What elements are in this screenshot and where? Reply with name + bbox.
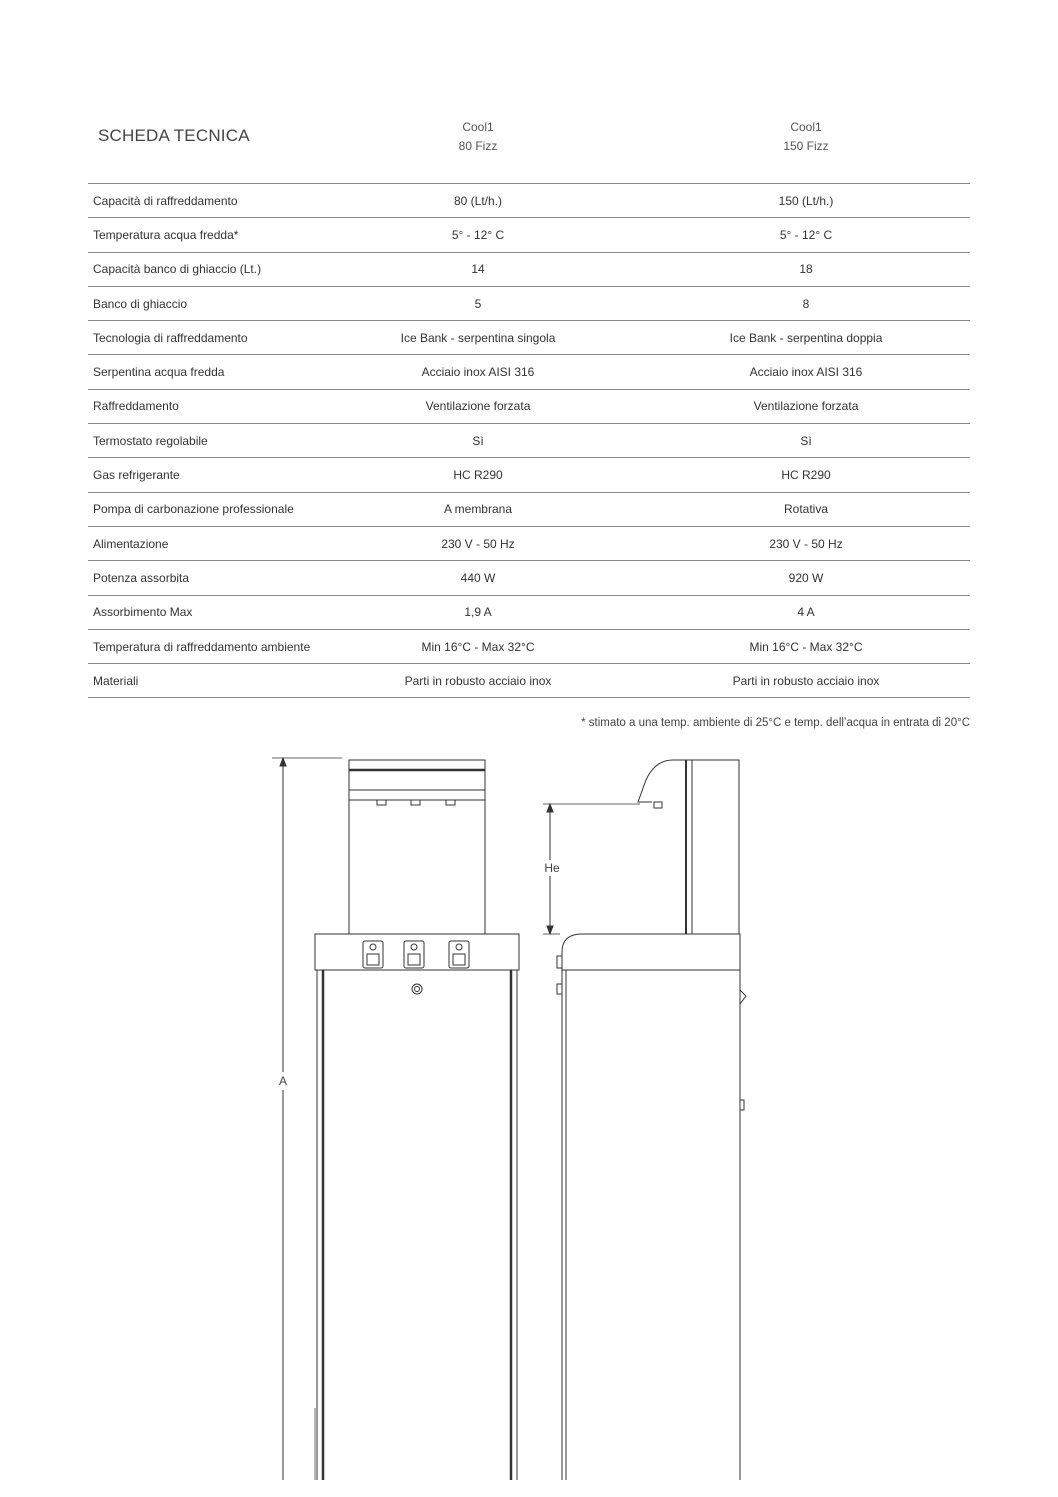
column-header-line2: 80 Fizz bbox=[458, 139, 498, 153]
spec-label: Potenza assorbita bbox=[88, 561, 378, 595]
spec-label: Materiali bbox=[88, 664, 378, 698]
spec-value-cool1-150: Sì bbox=[706, 424, 906, 458]
spec-row bbox=[88, 321, 970, 355]
spec-table bbox=[88, 183, 970, 698]
spec-row bbox=[88, 184, 970, 218]
spec-value-cool1-150: 18 bbox=[706, 252, 906, 286]
spec-value-cool1-80: 80 (Lt/h.) bbox=[378, 184, 578, 218]
dimension-lines bbox=[272, 758, 740, 1480]
spacer-cell bbox=[906, 595, 970, 629]
spacer-cell bbox=[578, 321, 706, 355]
spacer-cell bbox=[578, 286, 706, 320]
spacer-cell bbox=[578, 561, 706, 595]
spacer-cell bbox=[578, 458, 706, 492]
spec-value-cool1-150: 8 bbox=[706, 286, 906, 320]
spacer-cell bbox=[578, 252, 706, 286]
front-column bbox=[349, 800, 485, 934]
spacer-cell bbox=[906, 561, 970, 595]
spec-value-cool1-80: Acciaio inox AISI 316 bbox=[378, 355, 578, 389]
spacer-cell bbox=[906, 218, 970, 252]
spec-value-cool1-150: Ventilazione forzata bbox=[706, 389, 906, 423]
spec-value-cool1-150: 920 W bbox=[706, 561, 906, 595]
spec-row bbox=[88, 286, 970, 320]
spec-value-cool1-150: HC R290 bbox=[706, 458, 906, 492]
spec-label: Serpentina acqua fredda bbox=[88, 355, 378, 389]
dimension-label-he: He bbox=[544, 861, 560, 875]
spec-value-cool1-150: 230 V - 50 Hz bbox=[706, 526, 906, 560]
spec-row bbox=[88, 561, 970, 595]
spec-value-cool1-80: 230 V - 50 Hz bbox=[378, 526, 578, 560]
spec-value-cool1-80: Min 16°C - Max 32°C bbox=[378, 629, 578, 663]
spec-value-cool1-80: HC R290 bbox=[378, 458, 578, 492]
spec-row bbox=[88, 595, 970, 629]
spacer-cell bbox=[578, 526, 706, 560]
spacer-cell bbox=[578, 389, 706, 423]
column-header-line1: Cool1 bbox=[462, 120, 494, 134]
spec-row bbox=[88, 389, 970, 423]
spacer-cell bbox=[906, 458, 970, 492]
spec-row bbox=[88, 526, 970, 560]
spec-row bbox=[88, 629, 970, 663]
spacer-cell bbox=[906, 321, 970, 355]
spec-label: Termostato regolabile bbox=[88, 424, 378, 458]
spacer-cell bbox=[906, 389, 970, 423]
spec-value-cool1-150: Min 16°C - Max 32°C bbox=[706, 629, 906, 663]
spec-row bbox=[88, 424, 970, 458]
spacer-cell bbox=[578, 629, 706, 663]
nozzle bbox=[377, 800, 386, 805]
spec-row bbox=[88, 664, 970, 698]
spec-label: Tecnologia di raffreddamento bbox=[88, 321, 378, 355]
side-view bbox=[557, 760, 746, 1480]
spacer-cell bbox=[578, 355, 706, 389]
side-counter bbox=[562, 934, 740, 970]
spec-row bbox=[88, 252, 970, 286]
side-hood bbox=[638, 760, 692, 802]
spec-value-cool1-80: Ventilazione forzata bbox=[378, 389, 578, 423]
spacer-cell bbox=[578, 664, 706, 698]
spec-label: Raffreddamento bbox=[88, 389, 378, 423]
spacer-cell bbox=[906, 252, 970, 286]
spec-label: Gas refrigerante bbox=[88, 458, 378, 492]
spec-value-cool1-150: 5° - 12° C bbox=[706, 218, 906, 252]
spec-value-cool1-150: 4 A bbox=[706, 595, 906, 629]
spec-row bbox=[88, 458, 970, 492]
dimension-label-a: A bbox=[278, 1074, 288, 1088]
column-header-line1: Cool1 bbox=[790, 120, 822, 134]
front-view bbox=[315, 760, 519, 1480]
spacer-cell bbox=[906, 184, 970, 218]
spacer-cell bbox=[906, 526, 970, 560]
spec-value-cool1-80: 5 bbox=[378, 286, 578, 320]
tap-button bbox=[449, 941, 469, 968]
spacer-cell bbox=[578, 492, 706, 526]
spec-label: Assorbimento Max bbox=[88, 595, 378, 629]
spacer-cell bbox=[906, 629, 970, 663]
spec-label: Capacità di raffreddamento bbox=[88, 184, 378, 218]
spec-value-cool1-80: Parti in robusto acciaio inox bbox=[378, 664, 578, 698]
spec-label: Pompa di carbonazione professionale bbox=[88, 492, 378, 526]
page-title: SCHEDA TECNICA bbox=[98, 126, 250, 145]
technical-drawing bbox=[0, 740, 1058, 1480]
spec-value-cool1-150: 150 (Lt/h.) bbox=[706, 184, 906, 218]
spec-value-cool1-80: 5° - 12° C bbox=[378, 218, 578, 252]
column-header-cool1-150-fizz bbox=[706, 118, 906, 156]
spec-value-cool1-80: 1,9 A bbox=[378, 595, 578, 629]
spec-value-cool1-150: Ice Bank - serpentina doppia bbox=[706, 321, 906, 355]
spec-value-cool1-80: Sì bbox=[378, 424, 578, 458]
spacer-cell bbox=[906, 424, 970, 458]
spec-label: Alimentazione bbox=[88, 526, 378, 560]
spec-value-cool1-150: Rotativa bbox=[706, 492, 906, 526]
spec-value-cool1-150: Parti in robusto acciaio inox bbox=[706, 664, 906, 698]
side-column bbox=[692, 760, 739, 934]
lock-icon bbox=[412, 984, 422, 994]
spacer-cell bbox=[906, 355, 970, 389]
column-header-line2: 150 Fizz bbox=[783, 139, 829, 153]
spacer-cell bbox=[906, 286, 970, 320]
footnote: * stimato a una temp. ambiente di 25°C e temp. dell’acqua in entrata di 20°C bbox=[581, 717, 970, 729]
spec-table-body bbox=[88, 184, 970, 698]
spacer-cell bbox=[578, 424, 706, 458]
spacer-cell bbox=[906, 492, 970, 526]
spec-row bbox=[88, 218, 970, 252]
tap-button bbox=[363, 941, 383, 968]
front-cabinet bbox=[317, 970, 517, 1480]
spec-label: Temperatura acqua fredda* bbox=[88, 218, 378, 252]
spec-value-cool1-80: Ice Bank - serpentina singola bbox=[378, 321, 578, 355]
front-hood bbox=[349, 760, 485, 800]
spec-row bbox=[88, 355, 970, 389]
spacer-cell bbox=[578, 184, 706, 218]
spec-value-cool1-150: Acciaio inox AISI 316 bbox=[706, 355, 906, 389]
spec-label: Banco di ghiaccio bbox=[88, 286, 378, 320]
spacer-cell bbox=[906, 664, 970, 698]
spacer-cell bbox=[578, 595, 706, 629]
spec-value-cool1-80: 14 bbox=[378, 252, 578, 286]
column-header-cool1-80-fizz bbox=[378, 118, 578, 156]
spec-value-cool1-80: A membrana bbox=[378, 492, 578, 526]
nozzle bbox=[411, 800, 420, 805]
spec-label: Capacità banco di ghiaccio (Lt.) bbox=[88, 252, 378, 286]
tap-button bbox=[404, 941, 424, 968]
spec-row bbox=[88, 492, 970, 526]
spec-value-cool1-80: 440 W bbox=[378, 561, 578, 595]
nozzle bbox=[446, 800, 455, 805]
spec-label: Temperatura di raffreddamento ambiente bbox=[88, 629, 378, 663]
side-cabinet bbox=[562, 970, 740, 1480]
spacer-cell bbox=[578, 218, 706, 252]
